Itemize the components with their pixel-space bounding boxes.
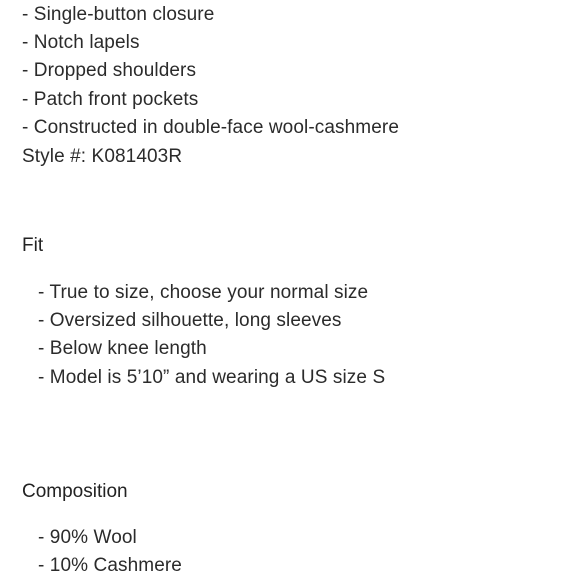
- fit-heading: Fit: [22, 235, 44, 256]
- details-bullet-pockets: - Patch front pockets: [22, 89, 199, 110]
- details-bullet-construction: - Constructed in double-face wool-cashmere: [22, 117, 399, 138]
- details-bullet-shoulders: - Dropped shoulders: [22, 60, 197, 81]
- fit-bullet-silhouette: - Oversized silhouette, long sleeves: [38, 310, 342, 331]
- fit-bullet-model: - Model is 5’10” and wearing a US size S: [38, 367, 386, 388]
- details-bullet-lapels: - Notch lapels: [22, 32, 140, 53]
- fit-bullet-size: - True to size, choose your normal size: [38, 282, 369, 303]
- details-bullet-closure: - Single-button closure: [22, 4, 215, 25]
- style-number: Style #: K081403R: [22, 146, 183, 167]
- composition-bullet-wool: - 90% Wool: [38, 527, 137, 548]
- composition-heading: Composition: [22, 481, 128, 502]
- composition-bullet-cashmere: - 10% Cashmere: [38, 555, 182, 576]
- fit-bullet-length: - Below knee length: [38, 338, 207, 359]
